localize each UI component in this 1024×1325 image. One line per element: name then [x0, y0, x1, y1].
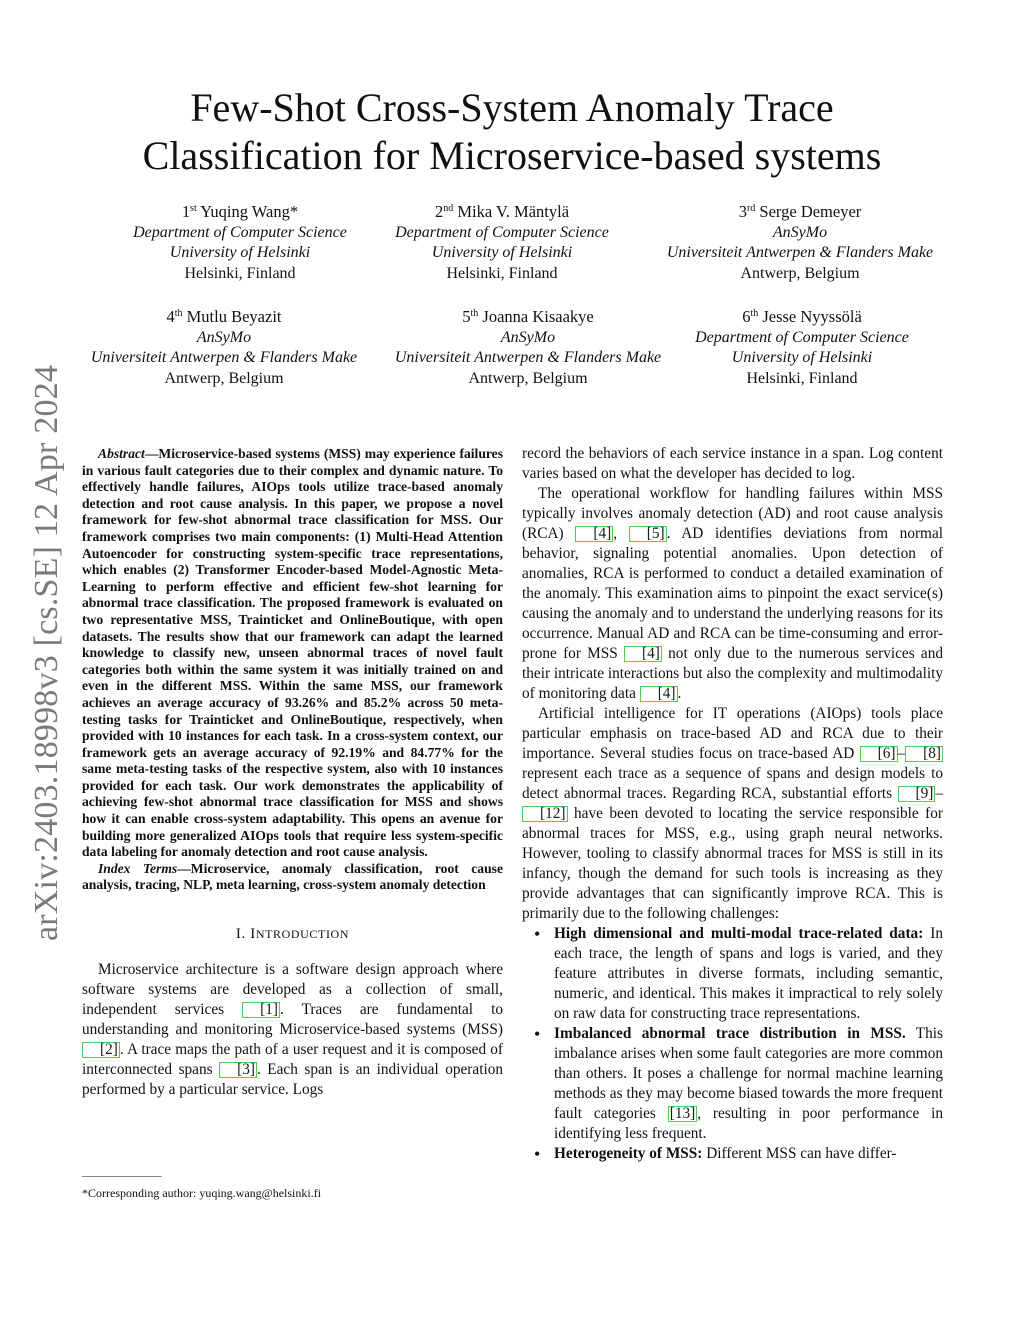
section-heading-introduction: I. INTRODUCTION — [235, 926, 350, 943]
citation-link[interactable]: [3] — [219, 1062, 257, 1078]
citation-link[interactable]: [4] — [624, 646, 662, 662]
author-dept: AnSyMo — [196, 328, 252, 346]
index-terms-text: —Microservice, anomaly classification, root cause analysis, tracing, NLP, meta learning, cross-system anomaly detection — [82, 860, 503, 893]
author-name: Serge Demeyer — [759, 202, 862, 221]
author-block-5: 5th Joanna Kisaakye AnSyMo Universiteit Antwerpen & Flanders Make Antwerp, Belgium — [378, 307, 678, 389]
author-block-3: 3rd Serge Demeyer AnSyMo Universiteit Antwerpen & Flanders Make Antwerp, Belgium — [650, 202, 950, 284]
citation-link[interactable]: [4] — [575, 526, 613, 542]
author-dept: AnSyMo — [772, 223, 828, 241]
author-dept: Department of Computer Science — [695, 328, 909, 346]
author-dept: AnSyMo — [500, 328, 556, 346]
citation-link[interactable]: [8] — [905, 746, 943, 762]
citation-link[interactable]: [1] — [242, 1002, 280, 1018]
author-block-1: 1st Yuqing Wang* Department of Computer Science University of Helsinki Helsinki, Finland — [90, 202, 390, 284]
author-dept: Department of Computer Science — [133, 223, 347, 241]
arxiv-identifier: arXiv:2403.18998v3 [cs.SE] 12 Apr 2024 — [28, 364, 66, 941]
challenges-list — [522, 924, 943, 1164]
author-univ: Universiteit Antwerpen & Flanders Make — [666, 244, 934, 261]
citation-link[interactable]: [9] — [898, 786, 936, 802]
index-terms — [82, 861, 503, 894]
abstract-text: —Microservice-based systems (MSS) may experience failures in various fault categories due to their complex and dynamic nature. To effectively handle failures, AIOps tools utilize trace-based anomaly detection and root cause analysis. In this paper, we propose a novel framework for few-shot abnormal trace classification for MSS. Our framework comprises two main components: (1) Multi-Head Attention Autoencoder for constructing system-specific trace representations, which enables (2) Transformer Encoder-based Model-Agnostic Meta-Learning to perform effective and efficient few-shot learning for abnormal trace classification. The proposed framework is evaluated on two representative MSS, Trainticket and OnlineBoutique, with open datasets. The results show that our framework can adapt the learned knowledge to classify new, unseen abnormal traces of novel fault categories both within the same system it was initially trained on and even in the different MSS. Within the same MSS, our framework achieves an average accuracy of 93.26% and 85.2% across 50 meta-testing tasks for Trainticket and OnlineBoutique, respectively, when provided with 10 instances for each task. In a cross-system context, our framework gets an average accuracy of 92.19% and 84.77% for the same meta-testing tasks of the respective system, also with 10 instances provided for each task. Our work demonstrates the applicability of achieving few-shot abnormal trace classification for MSS and shows how it can enable cross-system adaptability. This opens an avenue for building more generalized AIOps tools that require less system-specific data labeling for anomaly detection and root cause analysis. — [82, 446, 503, 860]
list-item: • Heterogeneity of MSS: Different MSS can have differ- — [522, 1144, 943, 1164]
citation-link[interactable]: [6] — [860, 746, 898, 762]
author-location: Antwerp, Belgium — [164, 369, 284, 387]
index-terms-label: Index Terms — [98, 860, 178, 876]
intro-paragraph: Microservice architecture is a software design approach where software systems are developed as a collection of small, independent services [1] . Traces are fundamental to understanding and monitoring Microservice-based systems (MSS) [2] . A trace maps the path of a user request and it is composed of interconnected spans [3] . Each span is an individual operation performed by a particular service. Logs — [82, 961, 503, 1099]
paragraph-aiops: Artificial intelligence for IT operations (AIOps) tools place particular emphasis on trace-based AD and RCA due to their importance. Several studies focus on trace-based AD [6] – [8] represent each trace as a sequence of spans and design models to detect abnormal traces. Regarding RCA, substantial efforts [9] –[12] have been devoted to locating the service responsible for abnormal traces for MSS, e.g., using graph neural networks. However, tooling to classify abnormal traces for MSS is still in its infancy, though the demand for such tools is increasing as they provide advantages that can significantly improve RCA. This is primarily due to the following challenges: — [522, 705, 943, 922]
author-location: Antwerp, Belgium — [468, 369, 588, 387]
author-block-2: 2nd Mika V. Mäntylä Department of Computer Science University of Helsinki Helsinki, Finland — [352, 202, 652, 284]
author-name: Mika V. Mäntylä — [457, 202, 570, 221]
author-location: Helsinki, Finland — [184, 264, 296, 282]
author-name: Mutlu Beyazit — [186, 307, 282, 326]
citation-link[interactable]: [4] — [640, 686, 678, 702]
title-line-2: Classification for Microservice-based systems — [142, 133, 882, 178]
author-dept: Department of Computer Science — [395, 223, 609, 241]
citation-link[interactable]: [2] — [82, 1042, 120, 1058]
arxiv-sidebar-stamp — [22, 360, 72, 945]
author-univ: Universiteit Antwerpen & Flanders Make — [90, 349, 358, 366]
left-column — [82, 446, 503, 1100]
citation-link[interactable]: [12] — [522, 806, 568, 822]
right-column — [522, 444, 943, 1164]
author-name: Jesse Nyyssölä — [762, 307, 862, 326]
title-line-1: Few-Shot Cross-System Anomaly Trace — [190, 85, 834, 130]
author-block-6: 6th Jesse Nyyssölä Department of Computer Science University of Helsinki Helsinki, Finland — [652, 307, 952, 389]
list-item: • High dimensional and multi-modal trace-related data: In each trace, the length of spans and logs is varied, and they feature attributes in diverse formats, including semantic, numeric, and identical. This makes it impractical to rely solely on raw data for constructing trace representations. — [522, 924, 943, 1024]
footnote: *Corresponding author: yuqing.wang@helsinki.fi — [82, 1186, 322, 1200]
author-univ: University of Helsinki — [431, 244, 573, 261]
citation-link[interactable]: [5] — [629, 526, 667, 542]
author-univ: Universiteit Antwerpen & Flanders Make — [394, 349, 662, 366]
citation-link[interactable]: [13] — [669, 1105, 696, 1122]
abstract-label: Abstract — [98, 446, 145, 461]
author-location: Antwerp, Belgium — [740, 264, 860, 282]
author-location: Helsinki, Finland — [446, 264, 558, 282]
paragraph-log-content: record the behaviors of each service instance in a span. Log content varies based on what the developer has decided to log. — [522, 445, 943, 482]
author-univ: University of Helsinki — [169, 244, 311, 261]
list-item: • Imbalanced abnormal trace distribution in MSS. This imbalance arises when some fault categories are more common than others. It poses a challenge for normal machine learning methods as they may become biased towards the more frequent fault categories [13] , resulting in poor performance in identifying less frequent. — [522, 1024, 943, 1144]
author-name: Joanna Kisaakye — [482, 307, 594, 326]
paragraph-workflow: The operational workflow for handling failures within MSS typically involves anomaly detection (AD) and root cause analysis (RCA) [4] , [5] . AD identifies deviations from normal behavior, signaling potential anomalies. Upon detection of anomalies, RCA is performed to conduct a detailed examination of the anomaly. This examination aims to pinpoint the exact service(s) causing the anomaly and to understand the underlying reasons for its occurrence. Manual AD and RCA can be time-consuming and error-prone for MSS [4] not only due to the numerous services and their intricate interactions but also the complexity and multimodality of monitoring data [4] . — [522, 485, 943, 702]
author-location: Helsinki, Finland — [746, 369, 858, 387]
abstract — [82, 446, 503, 861]
author-name: Yuqing Wang* — [200, 202, 299, 221]
author-block-4: 4th Mutlu Beyazit AnSyMo Universiteit Antwerpen & Flanders Make Antwerp, Belgium — [74, 307, 374, 389]
author-univ: University of Helsinki — [731, 349, 873, 366]
paper-title — [80, 84, 944, 180]
footnote-rule — [82, 1176, 162, 1177]
